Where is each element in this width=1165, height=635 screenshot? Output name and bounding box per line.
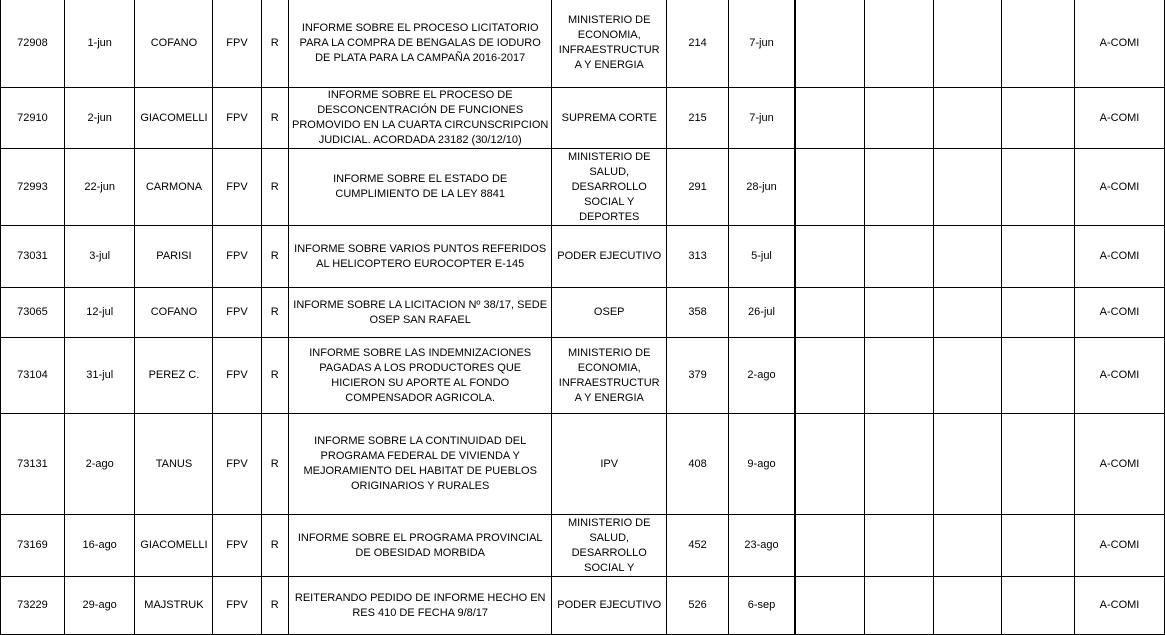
cell-recipient[interactable]: MINISTERIO DE ECONOMIA, INFRAESTRUCTURA Y ENERGIA: [552, 338, 667, 414]
cell-empty[interactable]: [1002, 577, 1075, 635]
cell-resolution[interactable]: 526: [667, 577, 729, 635]
table-row: [1, 515, 1165, 577]
cell-empty[interactable]: [1002, 0, 1075, 88]
cell-entry-date[interactable]: 2-ago: [64, 414, 135, 515]
table-row: [1, 338, 1165, 414]
cell-resolution[interactable]: 452: [667, 515, 729, 577]
cell-bloc[interactable]: FPV: [213, 577, 261, 635]
cell-subject[interactable]: INFORME SOBRE VARIOS PUNTOS REFERIDOS AL HELICOPTERO EUROCOPTER E-145: [288, 226, 552, 288]
cell-subject[interactable]: INFORME SOBRE EL PROCESO LICITATORIO PARA LA COMPRA DE BENGALAS DE IODURO DE PLATA PARA LA CAMPAÑA 2016-2017: [288, 0, 552, 88]
cell-recipient[interactable]: PODER EJECUTIVO: [552, 226, 667, 288]
cell-subject[interactable]: INFORME SOBRE LAS INDEMNIZACIONES PAGADAS A LOS PRODUCTORES QUE HICIERON SU APORTE AL FONDO COMPENSADOR AGRICOLA.: [288, 338, 552, 414]
cell-empty[interactable]: [933, 88, 1002, 149]
cell-bloc[interactable]: FPV: [213, 226, 261, 288]
cell-empty[interactable]: [933, 226, 1002, 288]
cell-status[interactable]: A-COMI: [1074, 515, 1164, 577]
cell-sanction-date[interactable]: 7-jun: [729, 88, 795, 149]
cell-resolution[interactable]: 215: [667, 88, 729, 149]
cell-empty[interactable]: [1002, 515, 1075, 577]
table-row: [1, 88, 1165, 149]
cell-bloc[interactable]: FPV: [213, 515, 261, 577]
cell-entry-date[interactable]: 29-ago: [64, 577, 135, 635]
cell-empty[interactable]: [795, 515, 865, 577]
cell-empty[interactable]: [933, 414, 1002, 515]
cell-sanction-date[interactable]: 7-jun: [729, 0, 795, 88]
cell-type[interactable]: R: [261, 414, 288, 515]
cell-sanction-date[interactable]: 6-sep: [729, 577, 795, 635]
cell-subject[interactable]: INFORME SOBRE EL PROCESO DE DESCONCENTRACIÓN DE FUNCIONES PROMOVIDO EN LA CUARTA CIRCUNSCRIPCION JUDICIAL. ACORDADA 23182 (30/12/10): [288, 88, 552, 149]
cell-empty[interactable]: [864, 288, 933, 338]
cell-empty[interactable]: [1002, 338, 1075, 414]
cell-recipient[interactable]: MINISTERIO DE SALUD, DESARROLLO SOCIAL Y: [552, 515, 667, 577]
cell-status[interactable]: A-COMI: [1074, 226, 1164, 288]
cell-subject[interactable]: INFORME SOBRE LA CONTINUIDAD DEL PROGRAMA FEDERAL DE VIVIENDA Y MEJORAMIENTO DEL HABITAT DE PUEBLOS ORIGINARIOS Y RURALES: [288, 414, 552, 515]
table-row: [1, 149, 1165, 226]
cell-empty[interactable]: [1002, 226, 1075, 288]
cell-expediente[interactable]: 73169: [1, 515, 65, 577]
cell-empty[interactable]: [795, 88, 865, 149]
cell-type[interactable]: R: [261, 338, 288, 414]
cell-author[interactable]: COFANO: [135, 0, 213, 88]
cell-recipient[interactable]: OSEP: [552, 288, 667, 338]
cell-empty[interactable]: [864, 577, 933, 635]
cell-empty[interactable]: [933, 577, 1002, 635]
cell-expediente[interactable]: 73104: [1, 338, 65, 414]
cell-empty[interactable]: [1002, 288, 1075, 338]
cell-expediente[interactable]: 72910: [1, 88, 65, 149]
cell-expediente[interactable]: 72908: [1, 0, 65, 88]
cell-entry-date[interactable]: 31-jul: [64, 338, 135, 414]
cell-type[interactable]: R: [261, 88, 288, 149]
cell-status[interactable]: A-COMI: [1074, 338, 1164, 414]
cell-entry-date[interactable]: 2-jun: [64, 88, 135, 149]
cell-type[interactable]: R: [261, 288, 288, 338]
cell-status[interactable]: A-COMI: [1074, 149, 1164, 226]
cell-author[interactable]: COFANO: [135, 288, 213, 338]
table-row: [1, 288, 1165, 338]
cell-subject[interactable]: REITERANDO PEDIDO DE INFORME HECHO EN RES 410 DE FECHA 9/8/17: [288, 577, 552, 635]
cell-status[interactable]: A-COMI: [1074, 577, 1164, 635]
cell-empty[interactable]: [795, 226, 865, 288]
cell-entry-date[interactable]: 22-jun: [64, 149, 135, 226]
cell-empty[interactable]: [933, 338, 1002, 414]
cell-empty[interactable]: [1002, 149, 1075, 226]
cell-bloc[interactable]: FPV: [213, 149, 261, 226]
cell-type[interactable]: R: [261, 149, 288, 226]
cell-subject[interactable]: INFORME SOBRE EL ESTADO DE CUMPLIMIENTO DE LA LEY 8841: [288, 149, 552, 226]
cell-sanction-date[interactable]: 26-jul: [729, 288, 795, 338]
cell-empty[interactable]: [795, 149, 865, 226]
cell-recipient[interactable]: IPV: [552, 414, 667, 515]
cell-entry-date[interactable]: 12-jul: [64, 288, 135, 338]
cell-sanction-date[interactable]: 2-ago: [729, 338, 795, 414]
cell-empty[interactable]: [1002, 88, 1075, 149]
cell-empty[interactable]: [864, 0, 933, 88]
cell-recipient[interactable]: MINISTERIO DE ECONOMIA, INFRAESTRUCTURA Y ENERGIA: [552, 0, 667, 88]
cell-resolution[interactable]: 313: [667, 226, 729, 288]
cell-subject[interactable]: INFORME SOBRE EL PROGRAMA PROVINCIAL DE OBESIDAD MORBIDA: [288, 515, 552, 577]
cell-author[interactable]: TANUS: [135, 414, 213, 515]
cell-recipient[interactable]: MINISTERIO DE SALUD, DESARROLLO SOCIAL Y DEPORTES: [552, 149, 667, 226]
cell-expediente[interactable]: 73131: [1, 414, 65, 515]
cell-empty[interactable]: [933, 515, 1002, 577]
cell-empty[interactable]: [864, 149, 933, 226]
cell-entry-date[interactable]: 3-jul: [64, 226, 135, 288]
cell-recipient[interactable]: PODER EJECUTIVO: [552, 577, 667, 635]
cell-resolution[interactable]: 379: [667, 338, 729, 414]
cell-status[interactable]: A-COMI: [1074, 0, 1164, 88]
cell-author[interactable]: GIACOMELLI: [135, 515, 213, 577]
cell-author[interactable]: MAJSTRUK: [135, 577, 213, 635]
cell-expediente[interactable]: 73229: [1, 577, 65, 635]
cell-status[interactable]: A-COMI: [1074, 88, 1164, 149]
cell-sanction-date[interactable]: 9-ago: [729, 414, 795, 515]
cell-type[interactable]: R: [261, 577, 288, 635]
cell-expediente[interactable]: 73065: [1, 288, 65, 338]
cell-sanction-date[interactable]: 23-ago: [729, 515, 795, 577]
cell-type[interactable]: R: [261, 0, 288, 88]
table-row: [1, 414, 1165, 515]
cell-empty[interactable]: [933, 288, 1002, 338]
cell-empty[interactable]: [864, 338, 933, 414]
cell-resolution[interactable]: 358: [667, 288, 729, 338]
cell-recipient[interactable]: SUPREMA CORTE: [552, 88, 667, 149]
cell-resolution[interactable]: 214: [667, 0, 729, 88]
cell-entry-date[interactable]: 1-jun: [64, 0, 135, 88]
cell-empty[interactable]: [795, 288, 865, 338]
cell-resolution[interactable]: 408: [667, 414, 729, 515]
cell-author[interactable]: PEREZ C.: [135, 338, 213, 414]
cell-empty[interactable]: [864, 88, 933, 149]
cell-empty[interactable]: [795, 577, 865, 635]
cell-author[interactable]: PARISI: [135, 226, 213, 288]
cell-expediente[interactable]: 73031: [1, 226, 65, 288]
table-row: [1, 226, 1165, 288]
cell-entry-date[interactable]: 16-ago: [64, 515, 135, 577]
cell-expediente[interactable]: 72993: [1, 149, 65, 226]
cell-empty[interactable]: [864, 414, 933, 515]
cell-bloc[interactable]: FPV: [213, 88, 261, 149]
cell-empty[interactable]: [864, 226, 933, 288]
cell-empty[interactable]: [795, 0, 865, 88]
table-row: [1, 577, 1165, 635]
cell-status[interactable]: A-COMI: [1074, 414, 1164, 515]
cell-author[interactable]: CARMONA: [135, 149, 213, 226]
cell-status[interactable]: A-COMI: [1074, 288, 1164, 338]
cell-resolution[interactable]: 291: [667, 149, 729, 226]
cell-type[interactable]: R: [261, 515, 288, 577]
cell-empty[interactable]: [1002, 414, 1075, 515]
table-body: [1, 0, 1165, 635]
cell-empty[interactable]: [933, 0, 1002, 88]
cell-bloc[interactable]: FPV: [213, 338, 261, 414]
cell-bloc[interactable]: FPV: [213, 414, 261, 515]
cell-subject[interactable]: INFORME SOBRE LA LICITACION Nº 38/17, SEDE OSEP SAN RAFAEL: [288, 288, 552, 338]
cell-type[interactable]: R: [261, 226, 288, 288]
cell-empty[interactable]: [933, 149, 1002, 226]
cell-author[interactable]: GIACOMELLI: [135, 88, 213, 149]
cell-empty[interactable]: [795, 338, 865, 414]
table-row: [1, 0, 1165, 88]
cell-bloc[interactable]: FPV: [213, 0, 261, 88]
cell-empty[interactable]: [864, 515, 933, 577]
cell-sanction-date[interactable]: 28-jun: [729, 149, 795, 226]
cell-bloc[interactable]: FPV: [213, 288, 261, 338]
cell-sanction-date[interactable]: 5-jul: [729, 226, 795, 288]
cell-empty[interactable]: [795, 414, 865, 515]
